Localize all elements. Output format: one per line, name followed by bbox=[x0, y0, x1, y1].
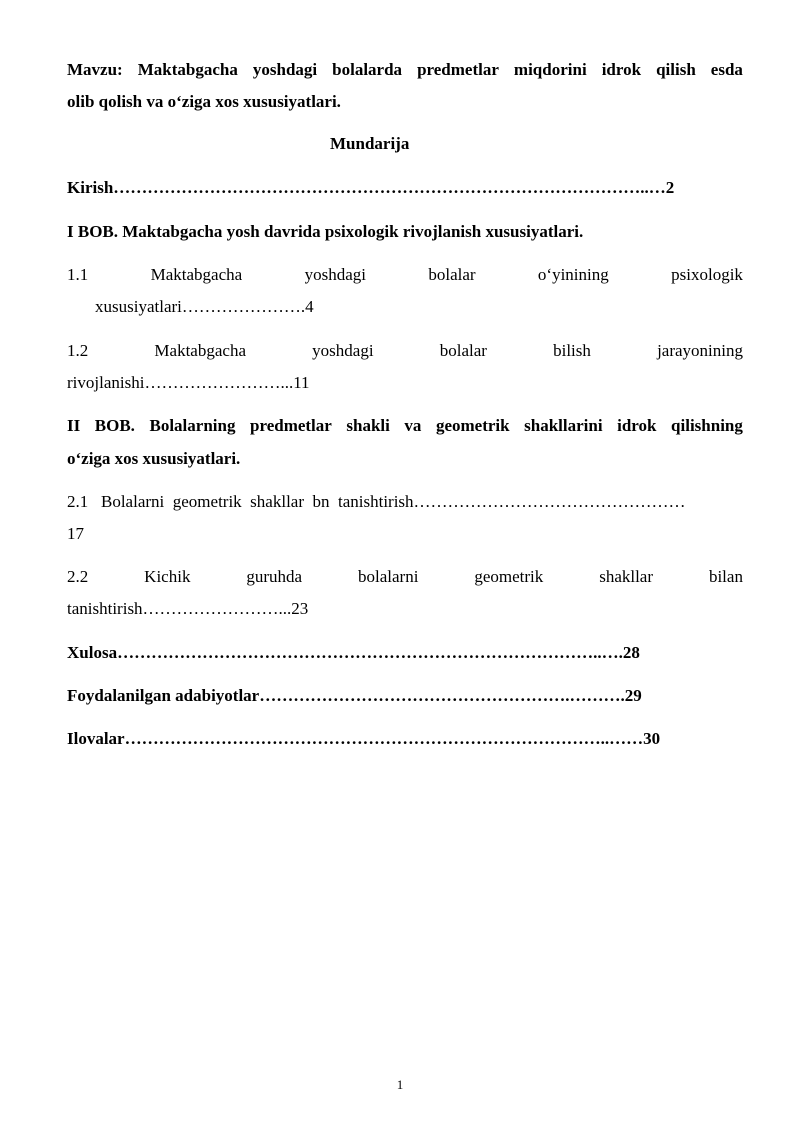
toc-word: predmetlar bbox=[250, 416, 332, 435]
toc-entry-appendix: Ilovalar…………………………………………………………………………..……30 bbox=[67, 729, 661, 748]
toc-section-1-2-line-2: rivojlanishi……………………...11 bbox=[67, 373, 310, 392]
title-word: bolalarda bbox=[332, 60, 403, 79]
toc-section-1-2-line-1 bbox=[67, 341, 743, 361]
toc-word: Bolalarning bbox=[149, 416, 236, 435]
title-word: qilish bbox=[656, 60, 696, 79]
toc-word: Maktabgacha bbox=[154, 341, 246, 360]
toc-word: bolalar bbox=[439, 341, 487, 360]
toc-word: yoshdagi bbox=[312, 341, 374, 360]
toc-section-2-1-line-1: 2.1 Bolalarni geometrik shakllar bn tanishtirish………………………………………… bbox=[67, 492, 686, 511]
toc-word: Maktabgacha bbox=[150, 265, 243, 284]
toc-word: geometrik bbox=[435, 416, 510, 435]
title-word: yoshdagi bbox=[252, 60, 318, 79]
title-word: Maktabgacha bbox=[137, 60, 238, 79]
toc-word: shakllar bbox=[599, 567, 654, 586]
toc-section-2-2-line-2: tanishtirish……………………...23 bbox=[67, 599, 309, 618]
toc-word: shakllarini bbox=[524, 416, 603, 435]
toc-entry-references: Foydalanilgan adabiyotlar……………………………………………….……….29 bbox=[67, 686, 642, 705]
toc-word: guruhda bbox=[246, 567, 303, 586]
title-line-1 bbox=[67, 60, 743, 80]
toc-word: BOB. bbox=[94, 416, 135, 435]
toc-chapter-2-line-2: o‘ziga xos xususiyatlari. bbox=[67, 449, 241, 468]
toc-word: Kichik bbox=[144, 567, 191, 586]
toc-section-1-1-line-1 bbox=[67, 265, 743, 285]
toc-heading: Mundarija bbox=[330, 134, 410, 153]
toc-word: 1.1 bbox=[67, 265, 89, 284]
toc-entry-conclusion: Xulosa…………………………………………………………………………..….28 bbox=[67, 643, 640, 662]
toc-section-1-1-line-2: xususiyatlari………………….4 bbox=[95, 297, 314, 316]
toc-section-2-1-line-2: 17 bbox=[67, 524, 84, 543]
title-line-2: olib qolish va o‘ziga xos xususiyatlari. bbox=[67, 92, 341, 111]
toc-section-2-2-line-1 bbox=[67, 567, 743, 587]
toc-word: yoshdagi bbox=[304, 265, 366, 284]
toc-word: shakli bbox=[346, 416, 390, 435]
title-word: Mavzu: bbox=[67, 60, 123, 79]
toc-word: bolalarni bbox=[358, 567, 419, 586]
page-number: 1 bbox=[396, 1077, 404, 1092]
toc-word: geometrik bbox=[474, 567, 544, 586]
toc-word: bilan bbox=[708, 567, 743, 586]
toc-word: bilish bbox=[553, 341, 591, 360]
toc-chapter-2-line-1 bbox=[67, 416, 743, 436]
toc-entry-intro: Kirish…………………………………………………………………………………..…2 bbox=[67, 178, 675, 197]
title-word: miqdorini bbox=[513, 60, 587, 79]
toc-word: 2.2 bbox=[67, 567, 89, 586]
title-word: esda bbox=[710, 60, 743, 79]
toc-word: qilishning bbox=[671, 416, 743, 435]
toc-word: o‘yinining bbox=[537, 265, 609, 284]
toc-word: va bbox=[404, 416, 422, 435]
title-word: idrok bbox=[601, 60, 642, 79]
toc-word: bolalar bbox=[428, 265, 476, 284]
toc-word: 1.2 bbox=[67, 341, 89, 360]
toc-word: II bbox=[67, 416, 81, 435]
toc-chapter-1: I BOB. Maktabgacha yosh davrida psixologik rivojlanish xususiyatlari. bbox=[67, 222, 584, 241]
toc-word: psixologik bbox=[671, 265, 743, 284]
title-word: predmetlar bbox=[417, 60, 499, 79]
toc-word: jarayonining bbox=[657, 341, 743, 360]
toc-word: idrok bbox=[617, 416, 657, 435]
